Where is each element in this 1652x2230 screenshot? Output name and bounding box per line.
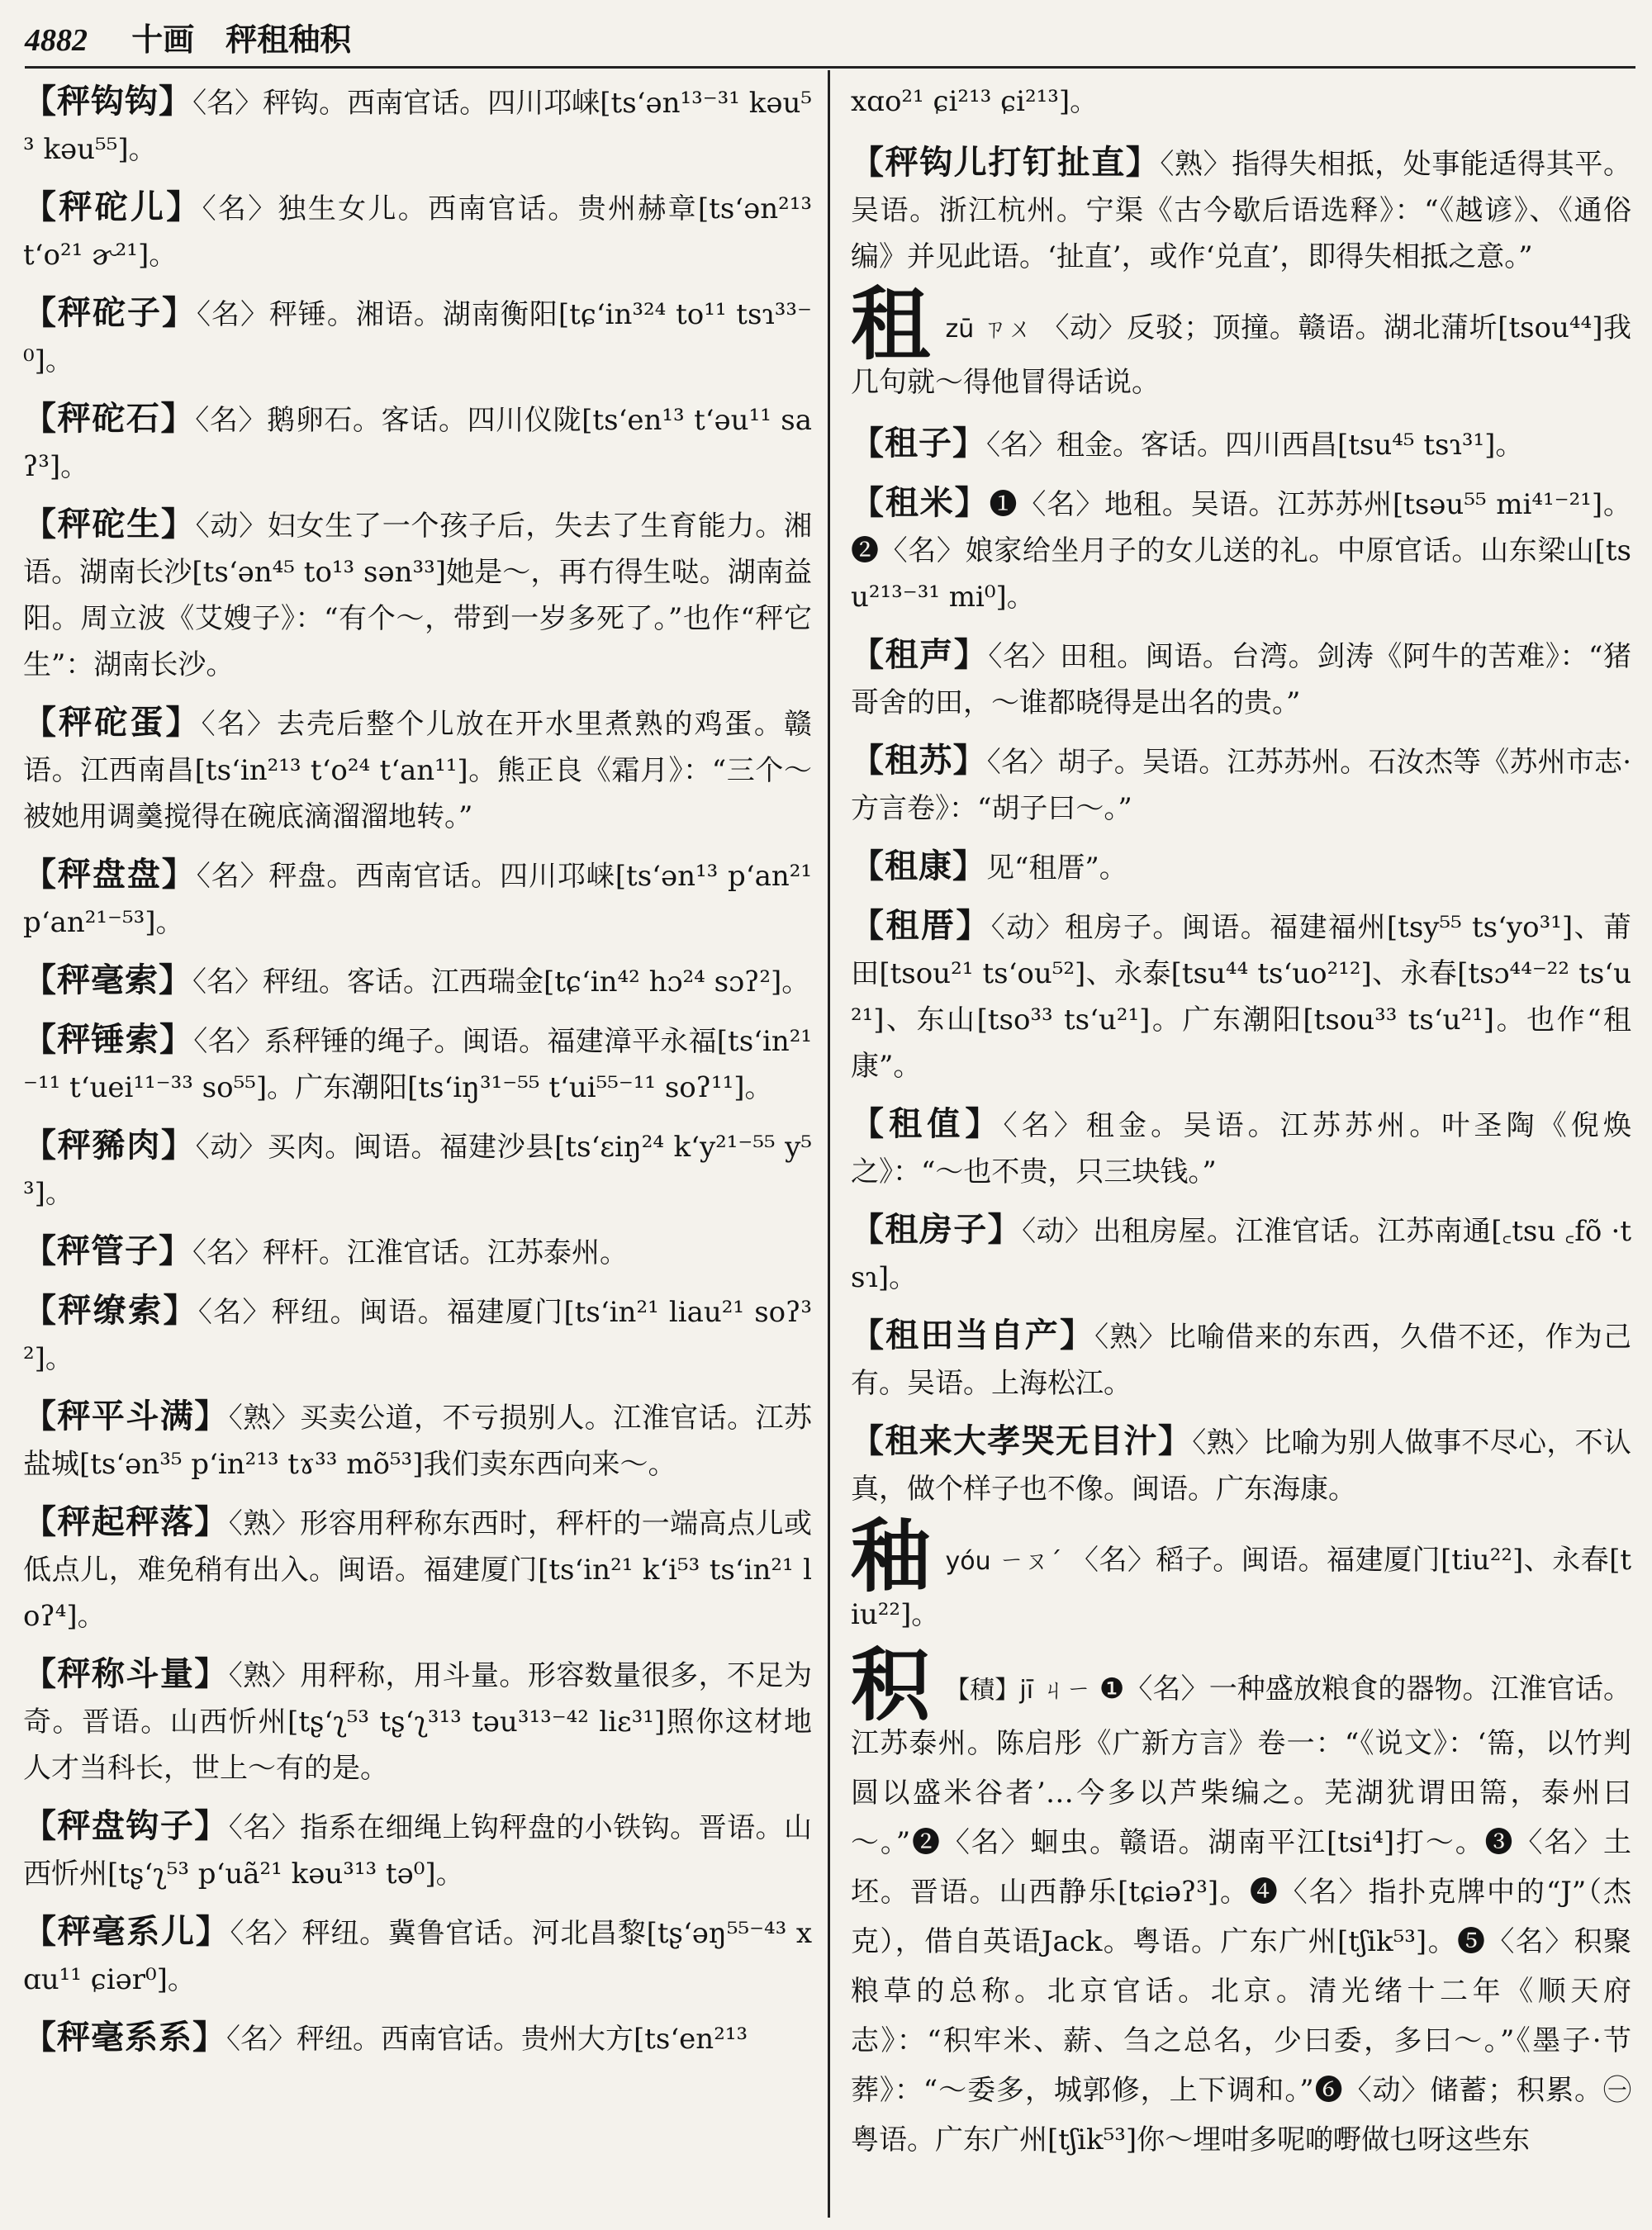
dictionary-entry bbox=[23, 2014, 812, 2062]
column-divider bbox=[828, 70, 830, 2218]
entry-headword: 【租苏】 bbox=[851, 741, 987, 780]
entry-headword: 【秤毫系儿】 bbox=[23, 1912, 230, 1951]
dictionary-entry bbox=[23, 501, 812, 688]
entry-headword: 【秤起秤落】 bbox=[23, 1502, 229, 1541]
entry-definition: 〈名〉鹅卵石。客话。四川仪陇[ts‘en¹³ t‘əu¹¹ saʔ³]。 bbox=[23, 404, 812, 483]
entry-definition: 〈动〉买肉。闽语。福建沙县[ts‘ɛiŋ²⁴ k‘y²¹⁻⁵⁵ y⁵³]。 bbox=[23, 1131, 812, 1210]
section-title: 十画 秤租秞积 bbox=[131, 21, 352, 58]
dictionary-entry bbox=[23, 1017, 812, 1111]
entry-headword: 【租厝】 bbox=[851, 906, 991, 945]
entry-definition: 〈名〉租金。吴语。江苏苏州。叶圣陶《倪焕之》：“～也不贵，只三块钱。” bbox=[851, 1109, 1631, 1189]
entry-definition: 〈名〉秤钩。西南官话。四川邛崃[ts‘ən¹³⁻³¹ kəu⁵³ kəu⁵⁵]。 bbox=[23, 87, 812, 166]
pinyin: 【積】jī ㄐㄧ bbox=[945, 1676, 1091, 1705]
dictionary-entry bbox=[23, 1228, 812, 1276]
entry-definition: 〈动〉租房子。闽语。福建福州[tsy⁵⁵ ts‘yo³¹]、莆田[tsou²¹ ts‘ou⁵²]、永泰[tsu⁴⁴ ts‘uo²¹²]、永春[tsɔ⁴⁴⁻²² ts‘u²¹]、东山[tso³³ ts‘u²¹]。广东潮阳[tsou³³ ts‘u²¹]。也作“租康”。 bbox=[851, 911, 1631, 1083]
entry-definition: 〈熟〉买卖公道，不亏损别人。江淮官话。江苏盐城[ts‘ən³⁵ p‘in²¹³ tɤ³³ mõ⁵³]我们卖东西向来～。 bbox=[23, 1402, 812, 1481]
entry-headword: 【秤钩钩】 bbox=[23, 82, 193, 121]
dictionary-entry bbox=[23, 1499, 812, 1639]
entry-definition: 〈名〉独生女儿。西南官话。贵州赫章[ts‘ən²¹³ t‘o²¹ ɚ²¹]。 bbox=[23, 192, 812, 272]
dictionary-entry bbox=[851, 1101, 1631, 1195]
entry-definition: 〈熟〉比喻为别人做事不尽心，不认真，做个样子也不像。闽语。广东海康。 bbox=[851, 1426, 1631, 1506]
entry-headword: 【秤砣子】 bbox=[23, 293, 197, 332]
dictionary-entry bbox=[23, 290, 812, 384]
dictionary-entry bbox=[851, 480, 1631, 620]
entry-definition: 〈动〉出租房屋。江淮官话。江苏南通[꜀tsu ꜀fõ ·tsɿ]。 bbox=[851, 1215, 1631, 1294]
entry-headword: 【秤锤索】 bbox=[23, 1020, 194, 1059]
dictionary-entry bbox=[23, 1288, 812, 1382]
entry-headword: 【秤毫系系】 bbox=[23, 2018, 226, 2057]
entry-definition: 见“租厝”。 bbox=[986, 852, 1127, 885]
entry-headword: 【秤平斗满】 bbox=[23, 1397, 229, 1435]
entry-headword: 【租声】 bbox=[851, 635, 989, 674]
entry-definition: 〈名〉秤纽。客话。江西瑞金[tɕ‘in⁴² hɔ²⁴ sɔʔ²]。 bbox=[192, 966, 810, 999]
entry-definition: 〈名〉稻子。闽语。福建厦门[tiu²²]、永春[tiu²²]。 bbox=[851, 1544, 1631, 1631]
entry-headword: 【租子】 bbox=[851, 424, 986, 463]
entry-headword: 【秤钩儿打钉扯直】 bbox=[851, 143, 1161, 182]
dictionary-entry bbox=[851, 1312, 1631, 1407]
entry-definition: 〈熟〉用秤称，用斗量。形容数量很多，不足为奇。晋语。山西忻州[tʂ‘ʅ⁵³ tʂ‘ʅ³¹³ təu³¹³⁻⁴² liɛ³¹]照你这材地人才当科长，世上～有的是。 bbox=[23, 1659, 812, 1785]
entry-definition: 〈名〉胡子。吴语。江苏苏州。石汝杰等《苏州市志·方言卷》：“胡子曰～。” bbox=[851, 746, 1631, 825]
dictionary-entry bbox=[23, 1909, 812, 2003]
entry-headword: 【秤豨肉】 bbox=[23, 1126, 196, 1165]
entry-headword: 【秤砣生】 bbox=[23, 505, 196, 543]
entry-definition: 〈名〉秤杆。江淮官话。江苏泰州。 bbox=[192, 1236, 628, 1269]
entry-definition: 〈熟〉比喻借来的东西，久借不还，作为己有。吴语。上海松江。 bbox=[851, 1321, 1631, 1400]
entry-headword: 【秤砣儿】 bbox=[23, 187, 202, 226]
entry-headword: 【租米】 bbox=[851, 483, 990, 522]
right-column bbox=[851, 78, 1631, 2222]
entry-definition: 〈熟〉指得失相抵，处事能适得其平。吴语。浙江杭州。宁渠《古今歇后语选释》：“《越谚》、《通俗编》并见此语。‘扯直’，或作‘兑直’，即得失相抵之意。” bbox=[851, 148, 1631, 273]
dictionary-entry bbox=[851, 632, 1631, 726]
entry-headword: 【租康】 bbox=[851, 847, 986, 885]
dictionary-entry-continuation bbox=[851, 78, 1631, 125]
dictionary-entry bbox=[23, 1803, 812, 1897]
entry-definition: 〈名〉租金。客话。四川西昌[tsu⁴⁵ tsɿ³¹]。 bbox=[986, 429, 1524, 462]
head-character-entry bbox=[851, 278, 1631, 407]
entry-definition: 〈名〉系秤锤的绳子。闽语。福建漳平永福[ts‘in²¹⁻¹¹ t‘uei¹¹⁻³³ so⁵⁵]。广东潮阳[ts‘iŋ³¹⁻⁵⁵ t‘ui⁵⁵⁻¹¹ soʔ¹¹]。 bbox=[23, 1025, 812, 1104]
entry-definition: xɑo²¹ ɕi²¹³ ɕi²¹³]。 bbox=[851, 85, 1099, 118]
entry-definition: 〈名〉秤盘。西南官话。四川邛崃[ts‘ən¹³ p‘an²¹ p‘an²¹⁻⁵³]。 bbox=[23, 860, 812, 939]
entry-headword: 【秤缭索】 bbox=[23, 1291, 198, 1330]
dictionary-entry bbox=[23, 852, 812, 946]
dictionary-entry bbox=[23, 957, 812, 1005]
dictionary-entry bbox=[23, 1393, 812, 1487]
head-character-entry bbox=[851, 1639, 1631, 2165]
entry-definition: 〈名〉秤纽。西南官话。贵州大方[ts‘en²¹³ bbox=[226, 2023, 748, 2056]
entry-definition: 〈熟〉形容用秤称东西时，秤杆的一端高点儿或低点儿，难免稍有出入。闽语。福建厦门[ts‘in²¹ k‘i⁵³ ts‘in²¹ loʔ⁴]。 bbox=[23, 1507, 812, 1633]
entry-headword: 【秤砣蛋】 bbox=[23, 703, 202, 742]
entry-definition: 〈名〉秤锤。湘语。湖南衡阳[tɕ‘in³²⁴ to¹¹ tsɿ³³⁻⁰]。 bbox=[23, 298, 812, 377]
head-character: 积 bbox=[851, 1639, 931, 1732]
entry-headword: 【秤毫索】 bbox=[23, 961, 192, 999]
dictionary-entry bbox=[851, 140, 1631, 280]
entry-headword: 【秤砣石】 bbox=[23, 399, 196, 438]
entry-definition: 〈名〉去壳后整个儿放在开水里煮熟的鸡蛋。赣语。江西南昌[ts‘in²¹³ t‘o²⁴ t‘an¹¹]。熊正良《霜月》：“三个～被她用调羹搅得在碗底滴溜溜地转。” bbox=[23, 708, 812, 833]
dictionary-entry bbox=[23, 78, 812, 173]
head-character: 秞 bbox=[851, 1510, 931, 1603]
dictionary-entry bbox=[851, 1418, 1631, 1512]
head-character-entry bbox=[851, 1510, 1631, 1639]
entry-definition: ❶〈名〉一种盛放粮食的器物。江淮官话。江苏泰州。陈启彤《广新方言》卷一：“《说文》：‘篅，以竹判圆以盛米谷者’…今多以芦柴编之。芜湖犹谓田篅，泰州曰～。”❷〈名〉蛔虫。赣语。湖南平江[tsi⁴]打～。❸〈名〉土坯。晋语。山西静乐[tɕiəʔ³]。❹〈名〉指扑克牌中的“J”（杰克），借自英语Jack。粤语。广东广州[tʃik⁵³]。❺〈名〉积聚粮草的总称。北京官话。北京。清光绪十二年《顺天府志》：“积牢米、薪、刍之总名，少曰委，多曰～。”《墨子·节葬》：“～委多，城郭修，上下调和。”❻〈动〉储蓄；积累。㊀粤语。广东广州[tʃik⁵³]你～埋咁多呢啲嘢做乜呀这些东 bbox=[851, 1672, 1631, 2156]
header-rule bbox=[25, 66, 1635, 69]
entry-definition: 〈动〉妇女生了一个孩子后，失去了生育能力。湘语。湖南长沙[ts‘ən⁴⁵ to¹³ sən³³]她是～，再冇得生哒。湖南益阳。周立波《艾嫂子》：“有个～，带到一岁多死了。”也作“秤它生”：湖南长沙。 bbox=[23, 510, 812, 681]
entry-headword: 【租来大孝哭无目汁】 bbox=[851, 1421, 1193, 1460]
entry-definition: 〈动〉反驳；顶撞。赣语。湖北蒲圻[tsou⁴⁴]我几句就～得他冒得话说。 bbox=[851, 311, 1631, 399]
entry-headword: 【秤盘钩子】 bbox=[23, 1806, 229, 1845]
dictionary-entry bbox=[851, 420, 1631, 468]
entry-headword: 【秤称斗量】 bbox=[23, 1654, 229, 1693]
entry-headword: 【租值】 bbox=[851, 1104, 1004, 1143]
dictionary-entry bbox=[851, 903, 1631, 1089]
left-column bbox=[23, 78, 812, 2222]
dictionary-entry bbox=[23, 1651, 812, 1791]
entry-headword: 【租房子】 bbox=[851, 1210, 1023, 1249]
page-header bbox=[25, 18, 1627, 61]
entry-definition: 〈名〉秤纽。闽语。福建厦门[ts‘in²¹ liau²¹ soʔ³²]。 bbox=[23, 1296, 812, 1375]
dictionary-entry bbox=[851, 1207, 1631, 1301]
pinyin: zū ㄗㄨ bbox=[945, 315, 1033, 344]
page-number: 4882 bbox=[25, 23, 88, 58]
entry-headword: 【租田当自产】 bbox=[851, 1316, 1095, 1355]
head-character: 租 bbox=[851, 278, 931, 371]
dictionary-entry bbox=[23, 396, 812, 490]
entry-definition: 〈名〉指系在细绳上钩秤盘的小铁钩。晋语。山西忻州[tʂ‘ʅ⁵³ p‘uã²¹ kəu³¹³ tə⁰]。 bbox=[23, 1811, 812, 1891]
dictionary-entry bbox=[851, 843, 1631, 891]
dictionary-entry bbox=[23, 184, 812, 278]
entry-definition: 〈名〉田租。闽语。台湾。剑涛《阿牛的苦难》：“猪哥舍的田，～谁都晓得是出名的贵。” bbox=[851, 640, 1631, 719]
dictionary-entry bbox=[851, 738, 1631, 832]
dictionary-entry bbox=[23, 1122, 812, 1217]
entry-definition: 〈名〉秤纽。冀鲁官话。河北昌黎[tʂ‘əŋ⁵⁵⁻⁴³ xɑu¹¹ ɕiər⁰]。 bbox=[23, 1917, 812, 1996]
entry-headword: 【秤管子】 bbox=[23, 1231, 192, 1270]
pinyin: yóu ㄧㄡˊ bbox=[945, 1547, 1062, 1576]
entry-headword: 【秤盘盘】 bbox=[23, 855, 197, 894]
entry-definition: ❶〈名〉地租。吴语。江苏苏州[tsəu⁵⁵ mi⁴¹⁻²¹]。❷〈名〉娘家给坐月子的女儿送的礼。中原官话。山东梁山[tsu²¹³⁻³¹ mi⁰]。 bbox=[851, 488, 1631, 614]
dictionary-entry bbox=[23, 700, 812, 840]
